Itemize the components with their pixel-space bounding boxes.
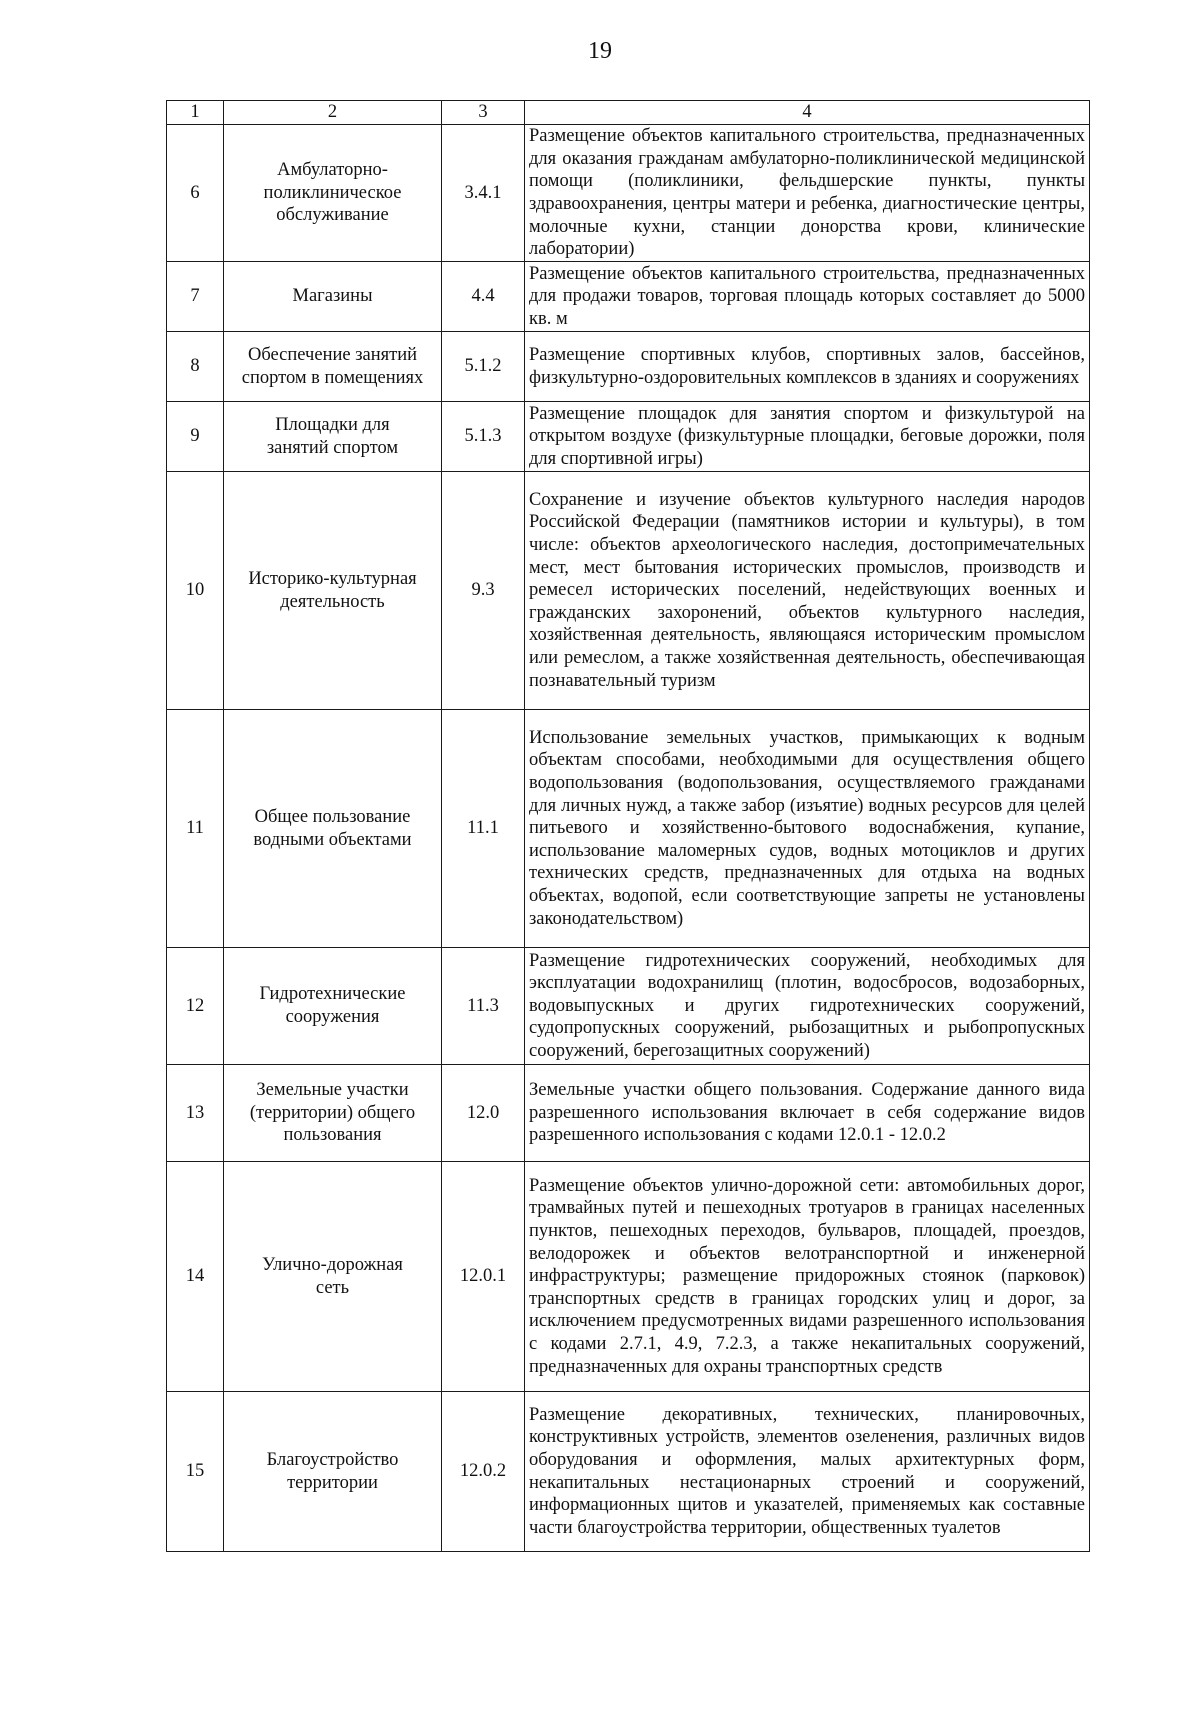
land-use-name: Гидротехнические сооружения — [224, 948, 442, 1065]
land-use-description: Размещение гидротехнических сооружений, необходимых для эксплуатации водохранилищ (плотин, водосбросов, водозаборных, водовыпускных и других гидротехнических сооружений, судопропускных сооружений, рыбозащитных и рыбопропускных сооружений, берегозащитных сооружений) — [525, 948, 1090, 1065]
land-use-code: 12.0.1 — [442, 1162, 525, 1392]
land-use-name: Амбулаторно-поликлиническое обслуживание — [224, 125, 442, 262]
land-use-name: Общее пользование водными объектами — [224, 710, 442, 948]
header-cell-name: 2 — [224, 101, 442, 125]
land-use-code: 4.4 — [442, 262, 525, 332]
land-use-code: 12.0 — [442, 1065, 525, 1162]
table-row — [167, 332, 1090, 402]
land-use-name: Магазины — [224, 262, 442, 332]
page-number: 19 — [588, 38, 612, 64]
row-number: 13 — [167, 1065, 224, 1162]
land-use-description: Размещение объектов улично-дорожной сети: автомобильных дорог, трамвайных путей и пешеходных тротуаров в границах населенных пунктов, пешеходных переходов, бульваров, площадей, проездов, велодорожек и объектов велотранспортной и инженерной инфраструктуры; размещение придорожных стоянок (парковок) транспортных средств в границах городских улиц и дорог, за исключением предусмотренных видами разрешенного использования с кодами 2.7.1, 4.9, 7.2.3, а также некапитальных сооружений, предназначенных для охраны транспортных средств — [525, 1162, 1090, 1392]
row-number: 15 — [167, 1392, 224, 1552]
land-use-code: 11.1 — [442, 710, 525, 948]
table-row — [167, 1065, 1090, 1162]
land-use-name: Земельные участки (территории) общего пользования — [224, 1065, 442, 1162]
land-use-description: Размещение объектов капитального строительства, предназначенных для продажи товаров, торговая площадь которых составляет до 5000 кв. м — [525, 262, 1090, 332]
table-row — [167, 1392, 1090, 1552]
row-number: 8 — [167, 332, 224, 402]
table-row — [167, 710, 1090, 948]
land-use-name: Обеспечение занятий спортом в помещениях — [224, 332, 442, 402]
table-row — [167, 1162, 1090, 1392]
row-number: 7 — [167, 262, 224, 332]
land-use-name: Благоустройство территории — [224, 1392, 442, 1552]
header-cell-code: 3 — [442, 101, 525, 125]
land-use-code: 11.3 — [442, 948, 525, 1065]
land-use-name: Улично-дорожная сеть — [224, 1162, 442, 1392]
header-cell-number: 1 — [167, 101, 224, 125]
table-row — [167, 402, 1090, 472]
row-number: 9 — [167, 402, 224, 472]
land-use-description: Сохранение и изучение объектов культурного наследия народов Российской Федерации (памятников истории и культуры), в том числе: объектов археологического наследия, достопримечательных мест, мест бытования исторических промыслов, производств и ремесел исторических поселений, недействующих военных и гражданских захоронений, объектов культурного наследия, хозяйственная деятельность, являющаяся историческим промыслом или ремеслом, а также хозяйственная деятельность, обеспечивающая познавательный туризм — [525, 472, 1090, 710]
table-row — [167, 125, 1090, 262]
land-use-code: 5.1.3 — [442, 402, 525, 472]
table-row — [167, 472, 1090, 710]
land-use-description: Размещение спортивных клубов, спортивных залов, бассейнов, физкультурно-оздоровительных комплексов в зданиях и сооружениях — [525, 332, 1090, 402]
row-number: 14 — [167, 1162, 224, 1392]
row-number: 11 — [167, 710, 224, 948]
table-row — [167, 262, 1090, 332]
table-row — [167, 948, 1090, 1065]
row-number: 6 — [167, 125, 224, 262]
table-header-row — [167, 101, 1090, 125]
land-use-table — [166, 100, 1090, 1552]
land-use-description: Использование земельных участков, примыкающих к водным объектам способами, необходимыми для осуществления общего водопользования (водопользования, осуществляемого гражданами для личных нужд, а также забор (изъятие) водных ресурсов для целей питьевого и хозяйственно-бытового водоснабжения, купание, использование маломерных судов, водных мотоциклов и других технических средств, предназначенных для отдыха на водных объектах, водопой, если соответствующие запреты не установлены законодательством) — [525, 710, 1090, 948]
land-use-description: Земельные участки общего пользования. Содержание данного вида разрешенного использования включает в себя содержание видов разрешенного использования с кодами 12.0.1 - 12.0.2 — [525, 1065, 1090, 1162]
land-use-description: Размещение площадок для занятия спортом и физкультурой на открытом воздухе (физкультурные площадки, беговые дорожки, поля для спортивной игры) — [525, 402, 1090, 472]
row-number: 12 — [167, 948, 224, 1065]
row-number: 10 — [167, 472, 224, 710]
land-use-name: Площадки для занятий спортом — [224, 402, 442, 472]
land-use-description: Размещение декоративных, технических, планировочных, конструктивных устройств, элементов озеленения, различных видов оборудования и оформления, малых архитектурных форм, некапитальных нестационарных строений и сооружений, информационных щитов и указателей, применяемых как составные части благоустройства территории, общественных туалетов — [525, 1392, 1090, 1552]
header-cell-description: 4 — [525, 101, 1090, 125]
land-use-code: 12.0.2 — [442, 1392, 525, 1552]
land-use-code: 3.4.1 — [442, 125, 525, 262]
land-use-description: Размещение объектов капитального строительства, предназначенных для оказания гражданам амбулаторно-поликлинической медицинской помощи (поликлиники, фельдшерские пункты, пункты здравоохранения, центры матери и ребенка, диагностические центры, молочные кухни, станции донорства крови, клинические лаборатории) — [525, 125, 1090, 262]
land-use-name: Историко-культурная деятельность — [224, 472, 442, 710]
land-use-code: 5.1.2 — [442, 332, 525, 402]
land-use-code: 9.3 — [442, 472, 525, 710]
